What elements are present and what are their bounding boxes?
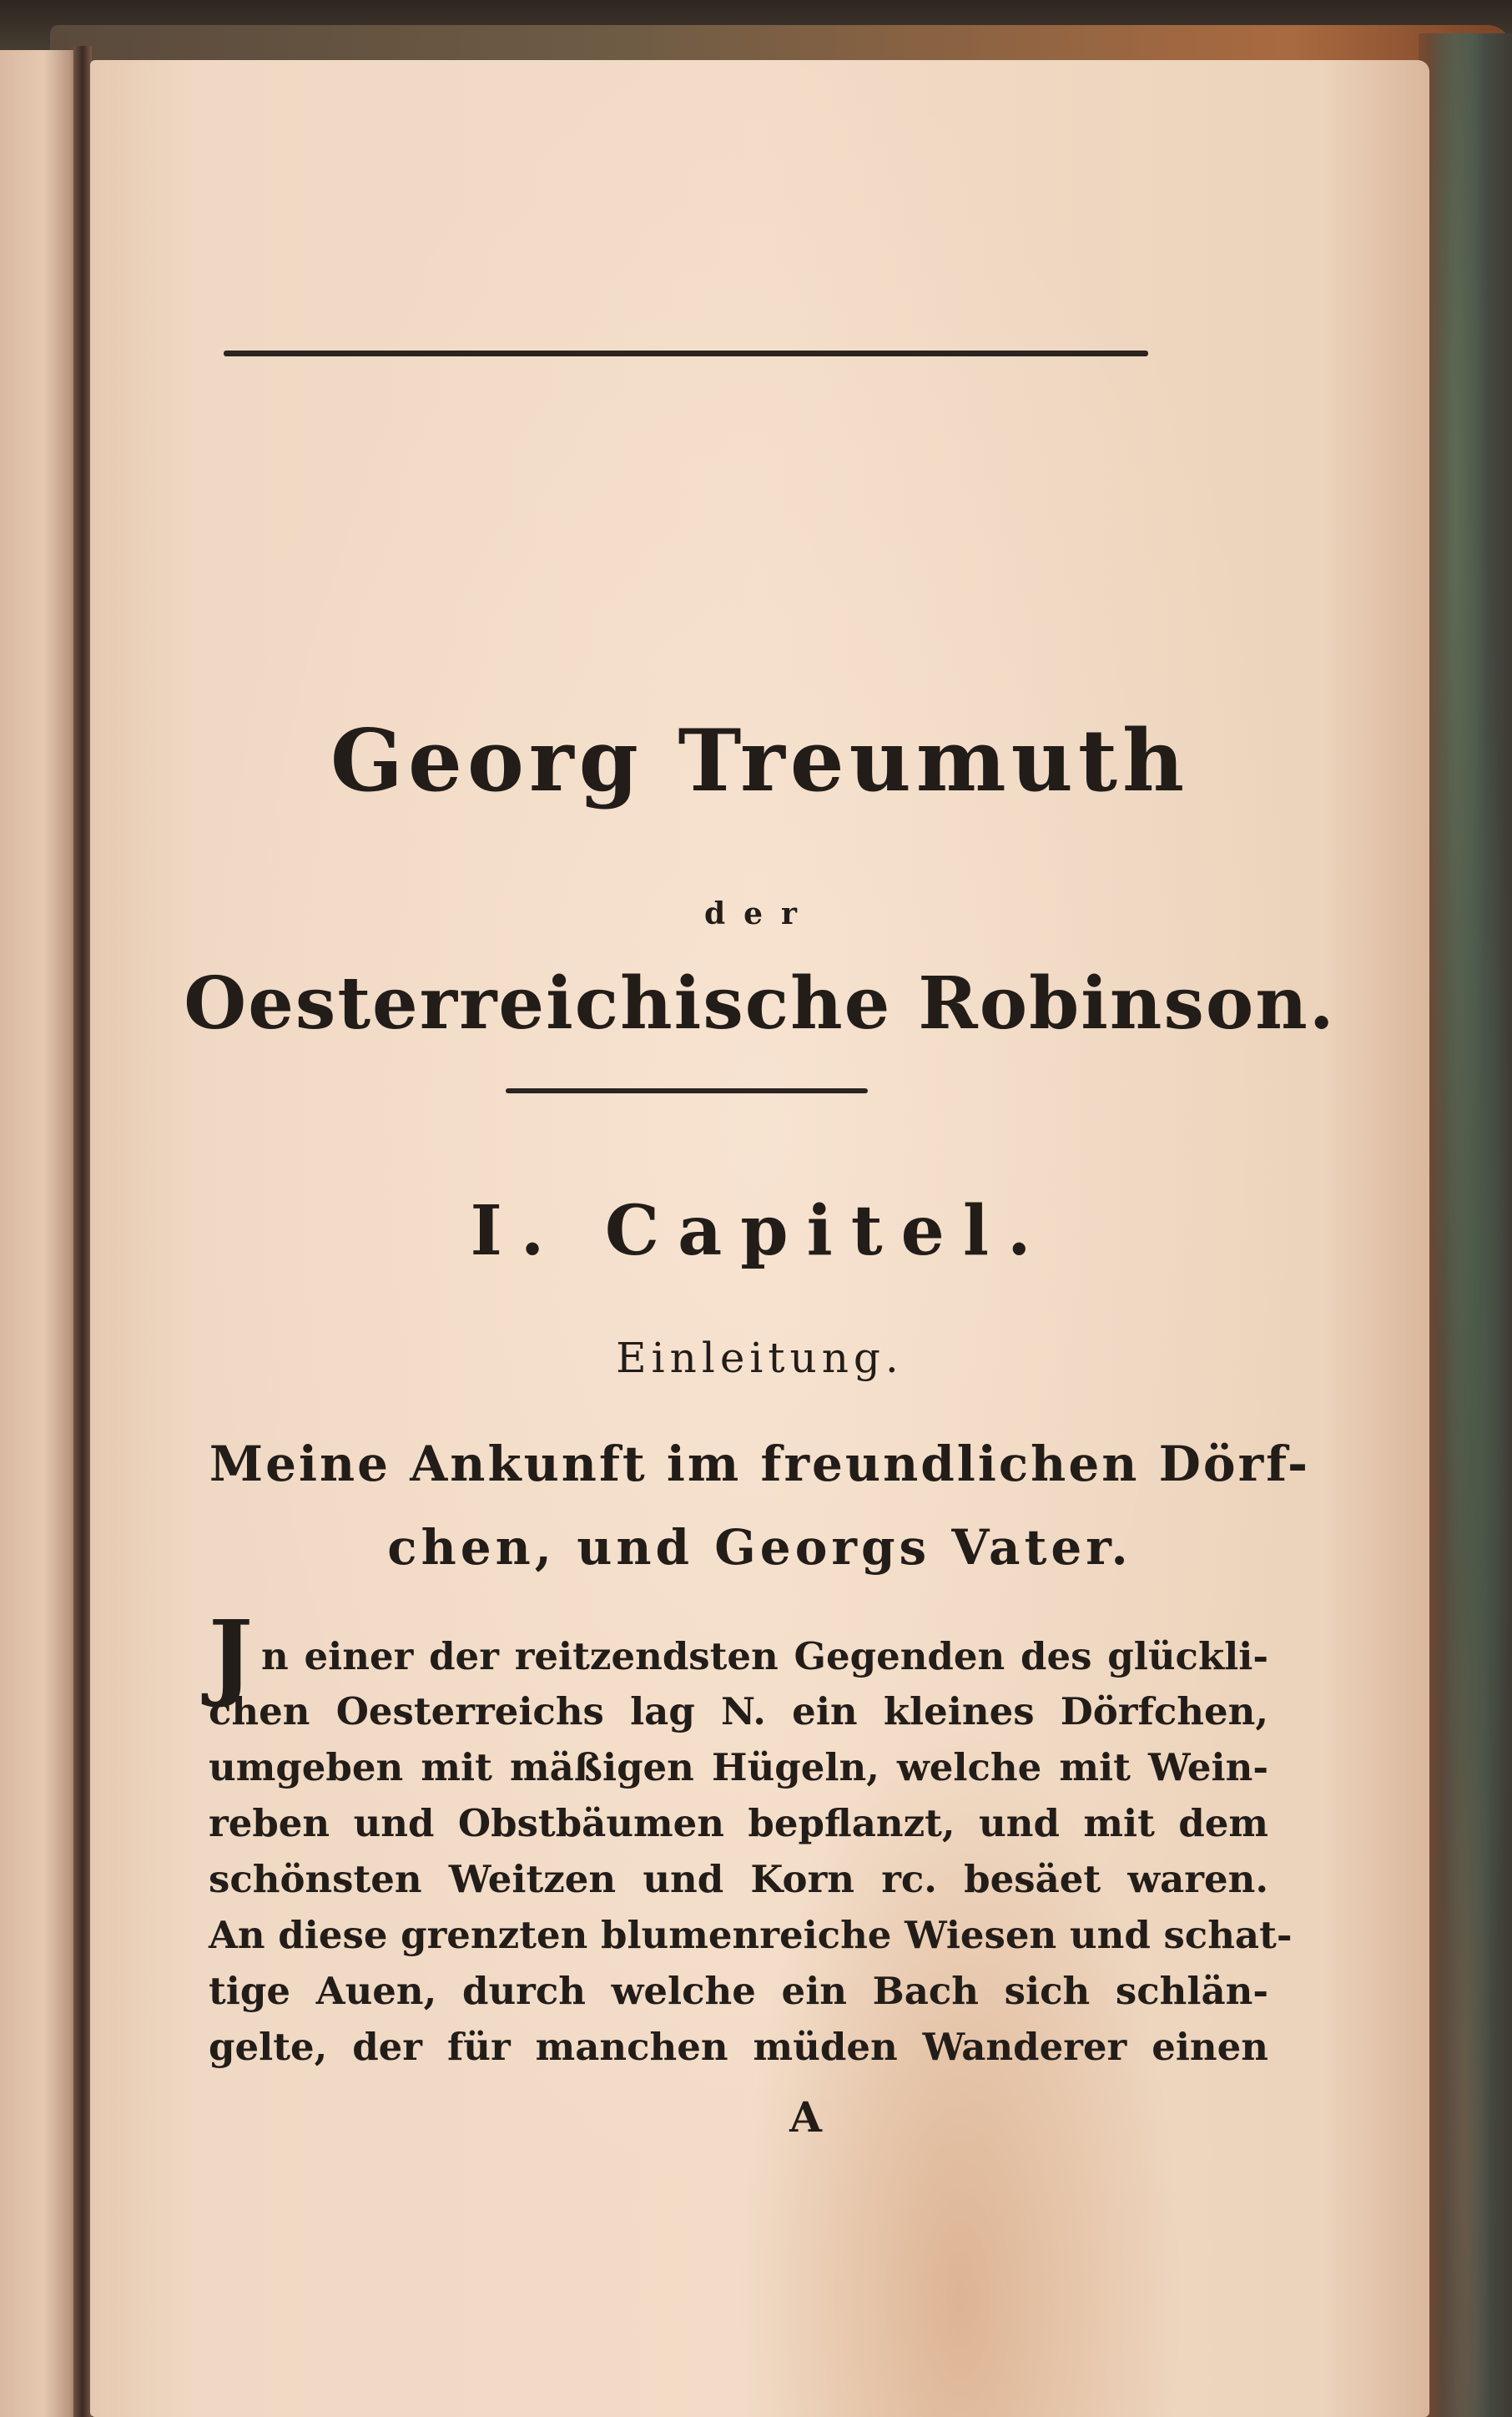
chapter-heading-line-1: Meine Ankunft im freundlichen Dörf-	[209, 1436, 1311, 1492]
title-line-1: Georg Treumuth	[330, 711, 1190, 811]
body-line-text: n einer der reitzendsten Gegenden des glückli-	[261, 1634, 1268, 1678]
cover-right-edge	[1419, 33, 1512, 2417]
body-line: reben und Obstbäumen bepflanzt, und mit dem	[209, 1801, 1268, 1845]
body-line: umgeben mit mäßigen Hügeln, welche mit Wein-	[209, 1745, 1268, 1789]
body-line: chen Oesterreichs lag N. ein kleines Dörfchen,	[209, 1689, 1268, 1733]
middle-rule	[506, 1088, 868, 1093]
body-line: An diese grenzten blumenreiche Wiesen und schat-	[209, 1913, 1293, 1957]
body-line: tige Auen, durch welche ein Bach sich schlän-	[209, 1969, 1268, 2013]
chapter-number: I. Capitel.	[470, 1191, 1050, 1271]
body-line: gelte, der für manchen müden Wanderer einen	[209, 2025, 1268, 2069]
body-text	[209, 1601, 1293, 2075]
binding-gutter	[73, 46, 92, 2417]
facing-page-edge	[0, 50, 79, 2417]
chapter-subtitle: Einleitung.	[616, 1334, 904, 1382]
body-line	[209, 1601, 1268, 1710]
chapter-heading-line-2: chen, und Georgs Vater.	[387, 1519, 1132, 1576]
book-page	[90, 60, 1429, 2417]
title-line-2: Oesterreichische Robinson.	[184, 961, 1336, 1046]
drop-cap: J	[209, 1601, 253, 1710]
body-line: schönsten Weitzen und Korn rc. besäet waren.	[209, 1857, 1268, 1901]
top-rule	[224, 351, 1148, 356]
title-connector: der	[703, 896, 816, 931]
signature-mark: A	[789, 2092, 822, 2142]
